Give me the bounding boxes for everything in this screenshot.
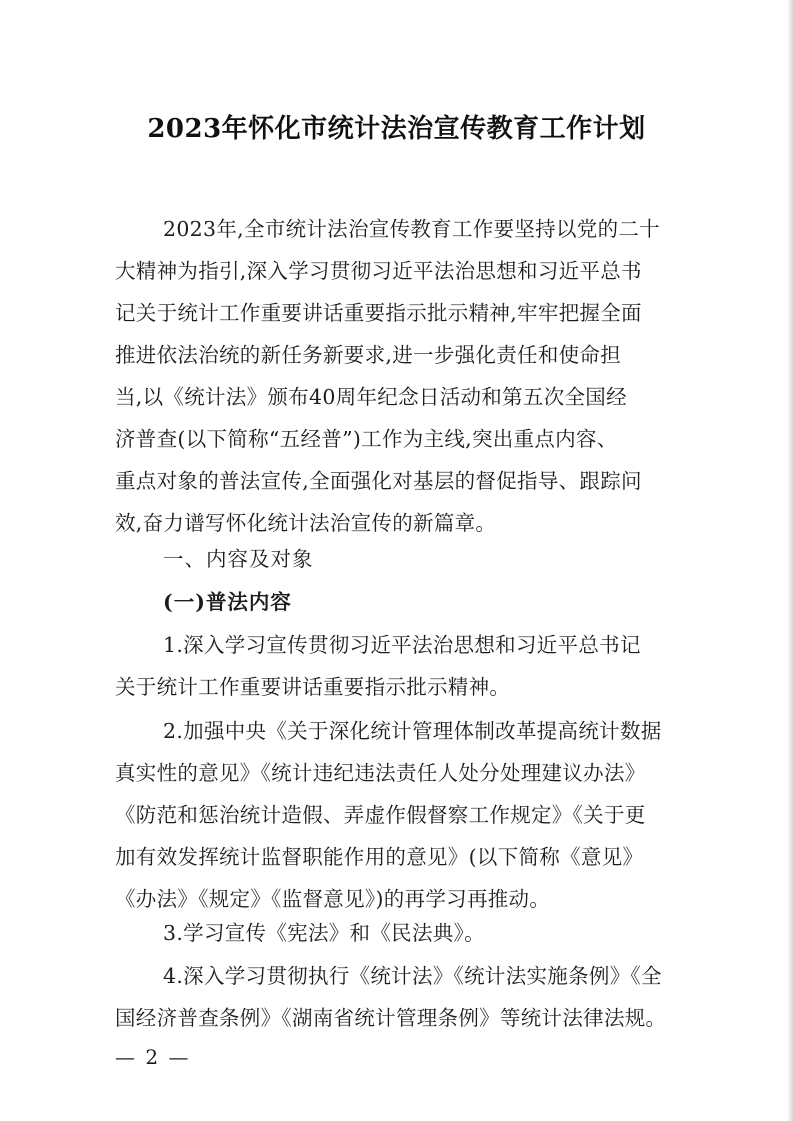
text-line: 记关于统计工作重要讲话重要指示批示精神,牢牢把握全面 — [115, 301, 642, 325]
text-line: 加有效发挥统计监督职能作用的意见》(以下简称《意见》 — [115, 845, 644, 869]
page-number: — 2 — — [115, 1045, 191, 1069]
text-line: 2023年,全市统计法治宣传教育工作要坚持以党的二十 — [163, 217, 660, 241]
text-line: 济普查(以下简称“五经普”)工作为主线,突出重点内容、 — [115, 427, 618, 451]
text-line: 国经济普查条例》《湖南省统计管理条例》等统计法律法规。 — [115, 1006, 667, 1030]
text-line: 1.深入学习宣传贯彻习近平法治思想和习近平总书记 — [163, 633, 641, 657]
text-line: 3.学习宣传《宪法》和《民法典》。 — [163, 921, 485, 945]
document-title: 2023年怀化市统计法治宣传教育工作计划 — [147, 114, 646, 144]
list-item-1 — [115, 624, 695, 708]
text-line: 真实性的意见》《统计违纪违法责任人处分处理建议办法》 — [115, 761, 646, 785]
intro-paragraph — [115, 208, 695, 544]
list-item-3 — [115, 912, 695, 954]
text-line: 2.加强中央《关于深化统计管理体制改革提高统计数据 — [163, 719, 662, 743]
list-item-4 — [115, 955, 695, 1039]
list-item-2 — [115, 710, 695, 920]
subsection-heading: (一)普法内容 — [163, 590, 292, 614]
text-line: 当,以《统计法》颁布40周年纪念日活动和第五次全国经 — [115, 385, 627, 409]
text-line: 4.深入学习贯彻执行《统计法》《统计法实施条例》《全 — [163, 964, 662, 988]
text-line: 重点对象的普法宣传,全面强化对基层的督促指导、跟踪问 — [115, 469, 642, 493]
text-line: 关于统计工作重要讲话重要指示批示精神。 — [115, 675, 511, 699]
text-line: 《防范和惩治统计造假、弄虚作假督察工作规定》《关于更 — [115, 803, 646, 827]
page-edge-shadow — [787, 0, 793, 1121]
text-line: 推进依法治统的新任务新要求,进一步强化责任和使命担 — [115, 343, 622, 367]
text-line: 大精神为指引,深入学习贯彻习近平法治思想和习近平总书 — [115, 259, 642, 283]
text-line: 《办法》《规定》《监督意见》)的再学习再推动。 — [115, 887, 551, 911]
text-line: 效,奋力谱写怀化统计法治宣传的新篇章。 — [115, 511, 497, 535]
section-heading: 一、内容及对象 — [163, 547, 314, 571]
